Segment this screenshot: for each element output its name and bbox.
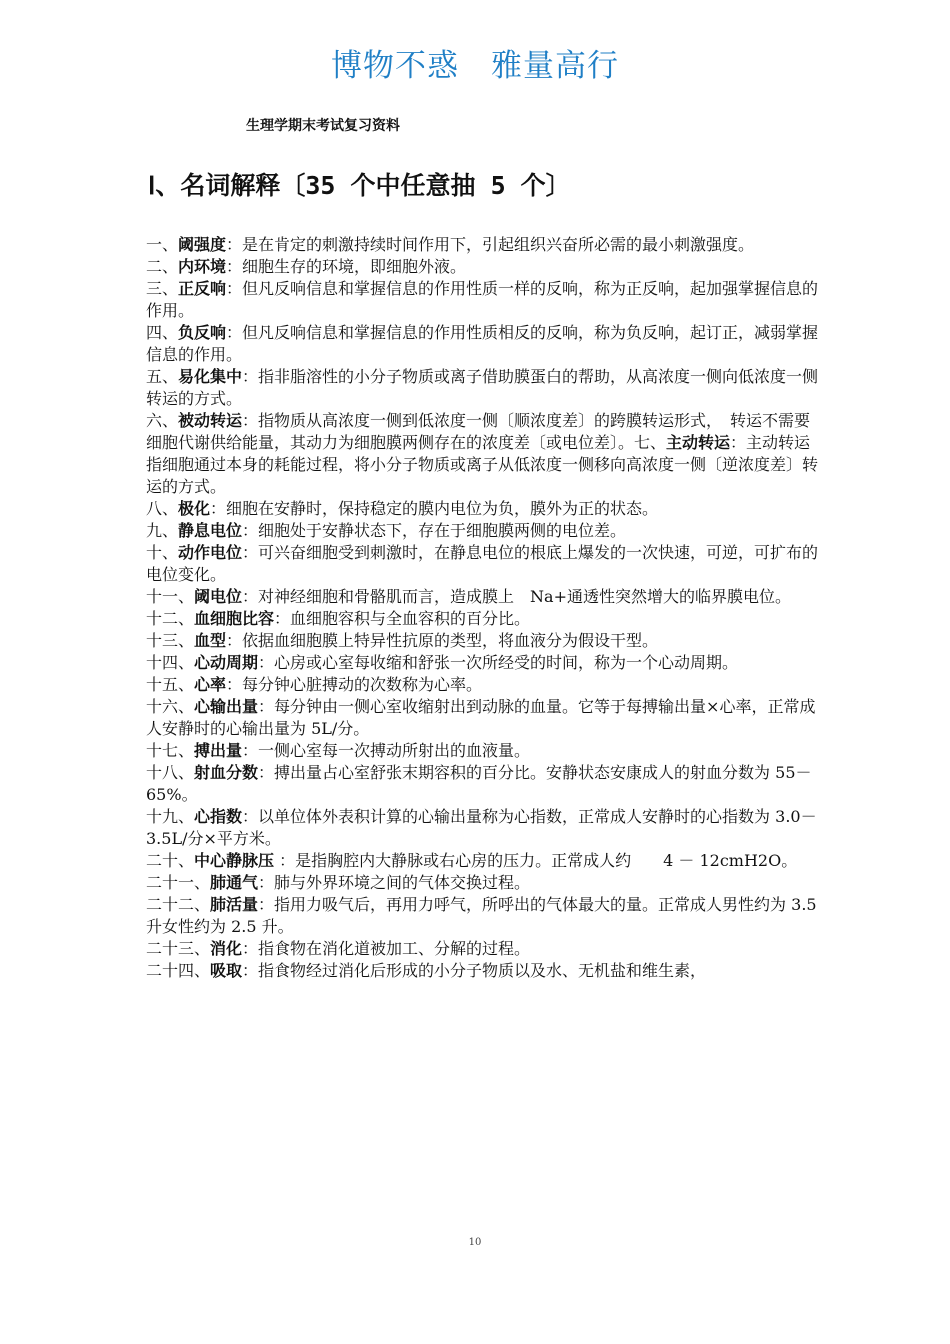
term-name: 肺通气 xyxy=(210,873,259,892)
term-separator: ： xyxy=(242,367,259,386)
term-separator: ： xyxy=(226,279,243,298)
term-entry xyxy=(146,652,822,674)
term-entry xyxy=(146,234,822,256)
term-separator: ： xyxy=(242,521,259,540)
term-separator: ： xyxy=(258,697,275,716)
term-entry xyxy=(146,872,822,894)
header-motto: 博物不惑 雅量高行 xyxy=(331,48,619,84)
term-entry xyxy=(146,740,822,762)
term-name: 心动周期 xyxy=(194,653,259,672)
term-name: 被动转运 xyxy=(178,411,243,430)
term-number: 二十一、 xyxy=(146,873,211,892)
term-entry xyxy=(146,256,822,278)
term-entry xyxy=(146,960,822,982)
term-number: 十七、 xyxy=(146,741,195,760)
term-number: 九、 xyxy=(146,521,179,540)
term-name: 搏出量 xyxy=(194,741,243,760)
term-number: 八、 xyxy=(146,499,179,518)
term-separator: ： xyxy=(242,587,259,606)
term-entry xyxy=(146,938,822,960)
term-separator: ： xyxy=(242,939,259,958)
term-definition: 一侧心室每一次搏动所射出的血液量。 xyxy=(258,741,531,760)
term-definition: 对神经细胞和骨骼肌而言，造成膜上 Na+通透性突然增大的临界膜电位。 xyxy=(258,587,791,606)
term-definition: 是指胸腔内大静脉或右心房的压力。正常成人约 4 － 12cmH2O。 xyxy=(295,851,798,870)
term-definition: 指食物在消化道被加工、分解的过程。 xyxy=(258,939,531,958)
term-definition: 指食物经过消化后形成的小分子物质以及水、无机盐和维生素， xyxy=(258,961,707,980)
term-definition: 可兴奋细胞受到刺激时，在静息电位的根底上爆发的一次快速，可逆，可扩布的电位变化。 xyxy=(146,543,819,584)
term-definition: 主动转运指细胞通过本身的耗能过程，将小分子物质或离子从低浓度一侧移向高浓度一侧〔逆浓度差〕转运的方式。 xyxy=(146,433,819,496)
term-separator: ： xyxy=(258,763,275,782)
term-separator: ： xyxy=(242,961,259,980)
term-definition: 肺与外界环境之间的气体交换过程。 xyxy=(274,873,531,892)
term-entry xyxy=(146,410,822,498)
term-separator: ： xyxy=(226,323,243,342)
term-name: 心率 xyxy=(194,675,227,694)
term-separator: ： xyxy=(226,631,243,650)
term-definition: 血细胞容积与全血容积的百分比。 xyxy=(290,609,531,628)
term-entry xyxy=(146,806,822,850)
term-definition: 以单位体外表积计算的心输出量称为心指数，正常成人安静时的心指数为 3.0－3.5L/分×平方米。 xyxy=(146,807,817,848)
term-name: 动作电位 xyxy=(178,543,243,562)
term-number: 二十四、 xyxy=(146,961,211,980)
term-entry xyxy=(146,542,822,586)
term-name: 极化 xyxy=(178,499,211,518)
term-entry xyxy=(146,630,822,652)
term-separator: ： xyxy=(274,851,296,870)
term-entry xyxy=(146,850,822,872)
term-separator: ： xyxy=(210,499,227,518)
term-entry xyxy=(146,586,822,608)
term-number: 二十二、 xyxy=(146,895,211,914)
term-number: 六、 xyxy=(146,411,179,430)
term-entry xyxy=(146,322,822,366)
term-name: 易化集中 xyxy=(178,367,243,386)
term-definition: 但凡反响信息和掌握信息的作用性质相反的反响，称为负反响，起订正，减弱掌握信息的作用。 xyxy=(146,323,819,364)
term-definition: 细胞生存的环境，即细胞外液。 xyxy=(242,257,467,276)
term-definition: 细胞处于安静状态下，存在于细胞膜两侧的电位差。 xyxy=(258,521,627,540)
term-definition: 指用力吸气后，再用力呼气，所呼出的气体最大的量。正常成人男性约为 3.5 升女性约为 2.5 升。 xyxy=(146,895,817,936)
term-separator: ： xyxy=(226,235,243,254)
term-entry xyxy=(146,696,822,740)
term-entry xyxy=(146,608,822,630)
term-number: 二、 xyxy=(146,257,179,276)
term-name: 吸取 xyxy=(210,961,243,980)
term-definition: 指非脂溶性的小分子物质或离子借助膜蛋白的帮助，从高浓度一侧向低浓度一侧转运的方式。 xyxy=(146,367,819,408)
term-separator: ： xyxy=(226,675,243,694)
term-number: 四、 xyxy=(146,323,179,342)
term-name: 血细胞比容 xyxy=(194,609,275,628)
term-separator: ： xyxy=(258,873,275,892)
term-number: 二十、 xyxy=(146,851,195,870)
term-definition: 但凡反响信息和掌握信息的作用性质一样的反响，称为正反响，起加强掌握信息的作用。 xyxy=(146,279,819,320)
term-definition: 细胞在安静时，保持稳定的膜内电位为负，膜外为正的状态。 xyxy=(226,499,659,518)
section-heading: Ⅰ、名词解释〔35 个中任意抽 5 个〕 xyxy=(148,171,571,200)
term-separator: ： xyxy=(258,653,275,672)
term-name: 射血分数 xyxy=(194,763,259,782)
term-number: 十一、 xyxy=(146,587,195,606)
term-separator: ： xyxy=(258,895,275,914)
term-name: 静息电位 xyxy=(178,521,243,540)
terms-list xyxy=(146,234,822,982)
term-number: 十六、 xyxy=(146,697,195,716)
term-separator: ： xyxy=(730,433,747,452)
term-name: 内环境 xyxy=(178,257,227,276)
term-entry xyxy=(146,366,822,410)
term-name: 阈强度 xyxy=(178,235,227,254)
document-subtitle: 生理学期末考试复习资料 xyxy=(246,118,400,134)
term-name: 主动转运 xyxy=(666,433,731,452)
term-definition: 每分钟心脏搏动的次数称为心率。 xyxy=(242,675,483,694)
term-definition: 是在肯定的刺激持续时间作用下，引起组织兴奋所必需的最小刺激强度。 xyxy=(242,235,755,254)
term-separator: ： xyxy=(242,741,259,760)
term-separator: ： xyxy=(242,807,259,826)
term-definition: 依据血细胞膜上特异性抗原的类型，将血液分为假设干型。 xyxy=(242,631,659,650)
term-definition: 搏出量占心室舒张末期容积的百分比。安静状态安康成人的射血分数为 55－65%。 xyxy=(146,763,812,804)
term-entry xyxy=(146,278,822,322)
term-entry xyxy=(146,498,822,520)
term-entry xyxy=(146,674,822,696)
term-name: 阈电位 xyxy=(194,587,243,606)
term-name: 消化 xyxy=(210,939,243,958)
term-name: 肺活量 xyxy=(210,895,259,914)
term-name: 血型 xyxy=(194,631,227,650)
term-name: 负反响 xyxy=(178,323,227,342)
term-number: 十、 xyxy=(146,543,179,562)
term-definition: 每分钟由一侧心室收缩射出到动脉的血量。它等于每搏输出量×心率，正常成人安静时的心输出量为 5L/分。 xyxy=(146,697,816,738)
term-name: 心输出量 xyxy=(194,697,259,716)
term-separator: ： xyxy=(226,257,243,276)
term-name: 心指数 xyxy=(194,807,243,826)
term-entry xyxy=(146,520,822,542)
term-separator: ： xyxy=(242,543,259,562)
term-number: 五、 xyxy=(146,367,179,386)
term-entry xyxy=(146,894,822,938)
term-number: 十五、 xyxy=(146,675,195,694)
page-number: 10 xyxy=(468,1237,482,1248)
term-name: 正反响 xyxy=(178,279,227,298)
term-name: 中心静脉压 xyxy=(194,851,275,870)
term-number: 十八、 xyxy=(146,763,195,782)
term-definition: 指物质从高浓度一侧到低浓度一侧〔顺浓度差〕的跨膜转运形式， 转运不需要细胞代谢供给能量，其动力为细胞膜两侧存在的浓度差〔或电位差〕。七、 xyxy=(146,411,811,452)
term-number: 十三、 xyxy=(146,631,195,650)
term-separator: ： xyxy=(242,411,259,430)
term-entry xyxy=(146,762,822,806)
term-number: 十九、 xyxy=(146,807,195,826)
term-definition: 心房或心室每收缩和舒张一次所经受的时间，称为一个心动周期。 xyxy=(274,653,739,672)
term-number: 十四、 xyxy=(146,653,195,672)
term-separator: ： xyxy=(274,609,291,628)
term-number: 一、 xyxy=(146,235,179,254)
term-number: 三、 xyxy=(146,279,179,298)
term-number: 二十三、 xyxy=(146,939,211,958)
term-number: 十二、 xyxy=(146,609,195,628)
